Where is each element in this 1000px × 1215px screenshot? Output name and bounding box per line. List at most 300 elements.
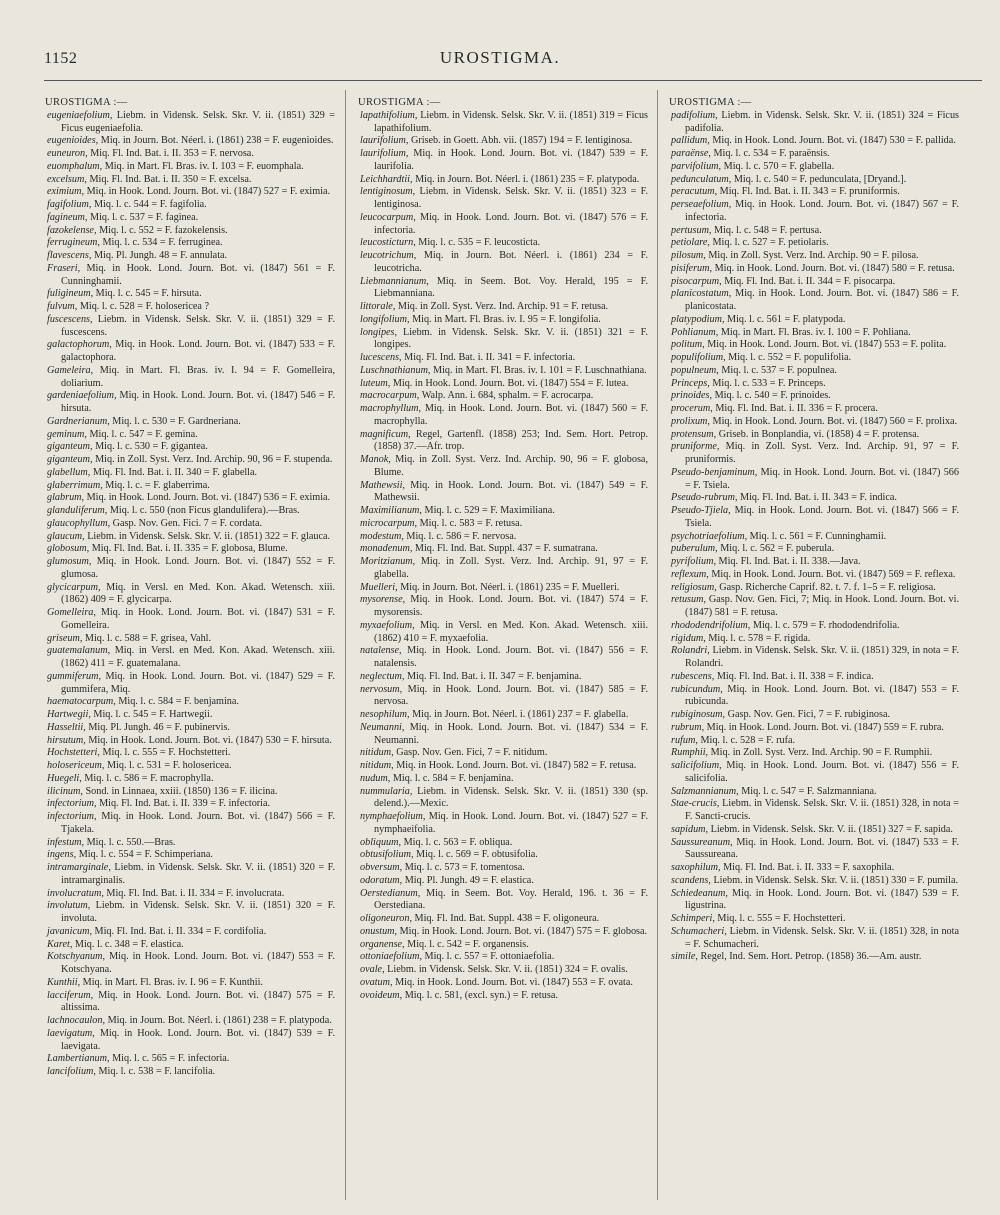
entry-reference: , Miq. Fl. Ind. Bat. i. II. 335 = F. globosa, Blume. [86, 543, 288, 555]
index-entry [669, 148, 959, 161]
entry-reference: , Miq. in Zoll. Syst. Verz. Ind. Archip. 91, 97 = F. glabella. [374, 556, 648, 580]
entry-name: fagifolium [47, 199, 89, 210]
index-entry [358, 531, 648, 544]
index-entry [45, 416, 335, 429]
entry-reference: , Miq. l. c. 527 = F. petiolaris. [707, 237, 829, 249]
entry-reference: , Miq. l. c. 542 = F. organensis. [402, 938, 529, 950]
entry-name: Saussureanum [671, 836, 731, 848]
entry-name: rubicundum [671, 683, 721, 695]
index-entry [45, 849, 335, 862]
index-entry [45, 186, 335, 199]
index-entry [45, 939, 335, 952]
entry-reference: , Miq. l. c. 550.—Bras. [81, 836, 176, 848]
index-entry [45, 480, 335, 493]
index-entry [45, 454, 335, 467]
entry-reference: , Miq. l. c. 534 = F. paraënsis. [708, 148, 830, 159]
entry-name: littorale [360, 301, 393, 312]
entry-reference: , Miq. in Seem. Bot. Voy. Herald, 195 = F. Liebmanniana. [374, 275, 648, 300]
entry-name: natalense [360, 645, 400, 657]
index-entry [358, 951, 648, 964]
index-entry [669, 543, 959, 556]
entry-name: geminum [47, 428, 85, 440]
entry-name: glabrum [47, 492, 82, 504]
index-entry [358, 518, 648, 531]
entry-name: pisocarpum [671, 275, 720, 287]
index-entry [669, 429, 959, 442]
entry-reference: , Miq. in Hook. Lond. Journ. Bot. vi. (1847) 556 = F. natalensis. [374, 645, 648, 669]
entry-reference: , Miq. in Hook. Lond. Journ. Bot. vi. (1847) 566 = F. Tjakela. [61, 811, 335, 835]
entry-reference: , Miq. l. c. 554 = F. Schimperiana. [73, 849, 213, 861]
entry-reference: , Regel, Gartenfl. (1858) 253; Ind. Sem. Hort. Petrop. (1858) 37.—Afr. trop. [374, 428, 648, 453]
index-entry [45, 671, 335, 697]
entry-reference: , Miq. Fl. Ind. Bat. i. II. 343 = F. pruniformis. [714, 186, 900, 198]
entry-reference: , Miq. in Versl. en Med. Kon. Akad. Wetensch. xiii. (1862) 410 = F. myxaefolia. [374, 619, 648, 644]
entry-name: Gardnerianum [47, 415, 108, 427]
entry-reference: , Miq. Fl. Ind. Bat. i. II. 336 = F. procera. [710, 403, 878, 414]
entry-reference: , Liebm. in Vidensk. Selsk. Skr. V. ii. (1851) 328, in nota = F. Schumacheri. [685, 925, 959, 950]
index-entry [45, 225, 335, 238]
entry-name: Hartwegii [47, 709, 89, 720]
entry-reference: , Miq. Fl. Ind. Bat. i. II. 334 = F. cordifolia. [89, 925, 267, 937]
entry-name: simile [671, 951, 696, 963]
entry-name: Pseudo-benjaminum [671, 466, 755, 478]
entry-name: leucosticturn [360, 237, 414, 249]
entry-reference: , Miq. l. c. 555 = F. Hochstetteri. [97, 747, 231, 759]
entry-reference: , Miq. l. c. 573 = F. tomentosa. [399, 862, 525, 873]
entry-name: glumosum [47, 556, 89, 567]
column-heading: UROSTIGMA :— [45, 97, 128, 108]
index-entry [669, 913, 959, 926]
index-entry [45, 429, 335, 442]
index-entry [45, 735, 335, 748]
entry-reference: , Liebm. in Vidensk. Selsk. Skr. V. ii. (1851) 321 = F. longipes. [374, 326, 648, 351]
entry-name: lapathifolium [360, 109, 415, 121]
entry-reference: , Sond. in Linnaea, xxiii. (1850) 136 = F. ilicina. [80, 785, 278, 797]
entry-reference: , Miq. in Hook. Lond. Journ. Bot. vi. (1847) 529 = F. gummifera, Miq. [61, 670, 335, 695]
entry-reference: , Liebm. in Vidensk. Selsk. Skr. V. ii. (1851) 328, in nota = F. Sancti-crucis. [685, 798, 959, 822]
entry-name: prinoides [671, 390, 710, 402]
index-entry [45, 1066, 335, 1079]
entry-list [45, 110, 335, 1079]
entry-reference: , Miq. in Hook. Lond. Journ. Bot. vi. (1847) 539 = F. laevigata. [61, 1027, 335, 1052]
index-entry [45, 161, 335, 174]
entry-name: politum [671, 339, 703, 351]
entry-name: odoratum [360, 874, 400, 886]
entry-reference: , Miq. in Hook. Lond. Journ. Bot. vi. (1847) 533 = F. Saussureana. [685, 836, 959, 861]
entry-reference: , Miq. in Hook. Lond. Journ. Bot. vi. (1847) 582 = F. retusa. [391, 760, 637, 771]
index-entry [669, 926, 959, 952]
entry-reference: , Miq. in Hook. Lond. Journ. Bot. vi. (1847) 580 = F. retusa. [709, 262, 955, 274]
entry-name: globosum [47, 543, 87, 555]
entry-reference: , Liebm. in Vidensk. Selsk. Skr. V. ii. (1851) 330 = F. pumila. [708, 874, 959, 886]
index-entry [358, 926, 648, 939]
entry-name: glanduliferum [47, 505, 105, 516]
entry-reference: , Miq. in Hook. Lond. Journ. Bot. vi. (1847) 553 = F. Kotschyana. [61, 951, 335, 975]
index-entry [669, 531, 959, 544]
entry-name: peracutum [671, 186, 715, 198]
entry-name: organense [360, 938, 403, 950]
entry-reference: , Liebm. in Vidensk. Selsk. Skr. V. ii. (1851) 320 = F. involuta. [61, 900, 335, 924]
index-entry [669, 722, 959, 735]
index-entry [669, 594, 959, 620]
entry-reference: , Liebm. in Vidensk. Selsk. Skr. V. ii. (1851) 322 = F. glauca. [82, 530, 331, 542]
entry-name: hirsutum [47, 734, 84, 746]
index-entry [669, 735, 959, 748]
index-entry [45, 110, 335, 136]
index-entry [45, 174, 335, 187]
index-entry [45, 722, 335, 735]
index-entry [669, 225, 959, 238]
entry-name: leucocarpum [360, 211, 414, 223]
index-entry [45, 607, 335, 633]
index-entry [45, 862, 335, 888]
index-entry [669, 199, 959, 225]
entry-name: retusum [671, 594, 704, 606]
entry-name: Oerstedianum [360, 887, 418, 899]
entry-reference: , Miq. l. c. 584 = F. benjamina. [113, 696, 239, 708]
entry-name: lacciferum [47, 989, 91, 1001]
entry-name: fazokelense [47, 224, 94, 236]
index-entry [45, 837, 335, 850]
entry-reference: , Miq. in Hook. Lond. Journ. Bot. vi. (1847) 553 = F. polita. [702, 339, 947, 351]
entry-name: ovale [360, 964, 383, 975]
index-entry [358, 556, 648, 582]
entry-reference: , Miq. in Hook. Lond. Journ. Bot. vi. (1847) 531 = F. Gomelleira. [61, 607, 335, 631]
entry-reference: , Miq. in Journ. Bot. Néerl. i. (1861) 237 = F. glabella. [406, 709, 629, 720]
entry-reference: , Miq. in Hook. Lond. Journ. Bot. vi. (1847) 539 = F. ligustrina. [685, 887, 959, 912]
entry-reference: , Miq. in Hook. Lond. Journ. Bot. vi. (1847) 556 = F. salicifolia. [685, 760, 959, 784]
entry-name: infectorium [47, 811, 94, 822]
index-entry [669, 276, 959, 289]
index-entry [669, 416, 959, 429]
entry-reference: , Miq. in Mart. Fl. Bras. iv. I. 95 = F. longifolia. [406, 313, 601, 325]
entry-name: Salzmannianum [671, 785, 737, 797]
index-entry [358, 480, 648, 506]
index-entry [669, 467, 959, 493]
entry-reference: , Liebm. in Vidensk. Selsk. Skr. V. ii. (1851) 324 = F. ovalis. [382, 964, 628, 975]
entry-name: Stae-crucis [671, 798, 717, 810]
index-entry [358, 620, 648, 646]
entry-reference: , Liebm. in Vidensk. Selsk. Skr. V. ii. (1851) 329 = Ficus eugeniaefolia. [61, 109, 335, 134]
entry-reference: , Miq. l. c. 550 (non Ficus glandulifera).—Bras. [104, 505, 300, 516]
entry-reference: , Gasp. Richerche Caprif. 82. t. 7. f. 1–5 = F. religiosa. [714, 581, 936, 593]
index-entry [45, 301, 335, 314]
index-entry [358, 582, 648, 595]
entry-name: ilicinum [47, 785, 81, 797]
entry-name: macrophyllum [360, 403, 419, 414]
index-entry [45, 148, 335, 161]
entry-name: populifolium [671, 352, 724, 363]
entry-reference: , Miq. l. c. 569 = F. obtusifolia. [410, 849, 538, 861]
entry-name: laurifolium [360, 135, 406, 147]
entry-name: macrocarpum [360, 390, 417, 402]
entry-reference: , Miq. in Hook. Lond. Journ. Bot. vi. (1847) 575 = F. altissima. [61, 989, 335, 1014]
index-entry [45, 747, 335, 760]
index-entry [45, 786, 335, 799]
entry-name: ferrugineum [47, 237, 98, 249]
index-entry [358, 237, 648, 250]
entry-name: procerum [671, 403, 711, 414]
entry-name: glaucum [47, 530, 83, 542]
entry-reference: , Miq. in Hook. Lond. Journ. Bot. vi. (1847) 566 = F. Tsiela. [685, 466, 959, 491]
entry-reference: , Miq. l. c. 579 = F. rhododendrifolia. [747, 619, 900, 631]
index-entry [669, 110, 959, 136]
index-entry [358, 314, 648, 327]
entry-name: monadenum [360, 543, 410, 555]
index-entry [669, 556, 959, 569]
entry-reference: , Miq. Fl. Ind. Bat. i. II. 343 = F. indica. [734, 492, 897, 504]
entry-reference: , Miq. l. c. 528 = F. rufa. [695, 734, 796, 746]
entry-reference: , Miq. in Zoll. Syst. Verz. Ind. Archip. 90 = F. pilosa. [703, 250, 919, 261]
index-entry [45, 977, 335, 990]
entry-name: modestum [360, 530, 402, 542]
entry-reference: , Miq. l. c. 537 = F. populnea. [716, 364, 837, 376]
entry-name: eugenioides [47, 135, 96, 147]
index-entry [358, 454, 648, 480]
entry-reference: , Miq. in Mart. Fl. Bras. iv. I. 100 = F. Pohliana. [715, 326, 911, 338]
entry-reference: , Miq. l. c. 583 = F. retusa. [414, 517, 523, 529]
index-entry [358, 849, 648, 862]
index-entry [358, 875, 648, 888]
index-entry [669, 378, 959, 391]
entry-reference: , Miq. l. c. 588 = F. grisea, Vahl. [79, 632, 212, 644]
entry-reference: , Miq. in Mart. Fl. Bras. iv. I. 103 = F. euomphala. [99, 160, 304, 172]
entry-name: involucratum [47, 887, 102, 899]
entry-reference: , Miq. Fl. Ind. Bat. i. II. 338.—Java. [713, 556, 861, 567]
index-entry [358, 773, 648, 786]
entry-name: psychotriaefolium [671, 530, 745, 542]
entry-reference: , Miq. l. c. 547 = F. gemina. [84, 428, 198, 440]
index-entry [669, 786, 959, 799]
entry-reference: , Griseb. in Goett. Abh. vii. (1857) 194 = F. lentiginosa. [405, 135, 633, 147]
index-entry [45, 900, 335, 926]
entry-name: Maximilianum [360, 505, 420, 516]
entry-reference: , Walp. Ann. i. 684, sphalm. = F. acrocarpa. [416, 390, 594, 402]
page-number: 1152 [44, 50, 78, 67]
entry-name: protensum [671, 428, 714, 440]
entry-reference: , Miq. l. c. = F. glaberrima. [100, 479, 210, 491]
entry-name: Moritzianum [360, 556, 413, 567]
entry-name: pedunculatum [671, 173, 729, 185]
entry-reference: , Miq. l. c. 540 = F. prinoides. [709, 390, 831, 402]
entry-name: puberulum [671, 543, 716, 555]
entry-name: fagineum [47, 211, 85, 223]
entry-name: excelsum [47, 173, 85, 185]
index-entry [669, 671, 959, 684]
index-entry [45, 1015, 335, 1028]
entry-reference: , Miq. in Hook. Lond. Journ. Bot. vi. (1847) 567 = F. infectoria. [685, 199, 959, 223]
entry-reference: , Miq. in Hook. Lond. Journ. Bot. vi. (1847) 546 = F. hirsuta. [61, 390, 335, 414]
entry-name: saxophilum [671, 862, 718, 873]
index-entry [45, 888, 335, 901]
index-entry [669, 951, 959, 964]
entry-name: nitidum [360, 747, 392, 759]
entry-name: neglectum [360, 670, 402, 682]
index-entry [358, 429, 648, 455]
entry-name: Hochstetteri [47, 747, 98, 759]
entry-reference: , Miq. in Hook. Lond. Journ. Bot. vi. (1847) 530 = F. pallida. [707, 135, 956, 147]
entry-reference: , Miq. l. c. 545 = F. hirsuta. [90, 288, 202, 300]
entry-reference: , Liebm. in Vidensk. Selsk. Skr. V. ii. (1851) 320 = F. intramarginalis. [61, 862, 335, 886]
entry-name: nitidum [360, 760, 392, 771]
index-entry [45, 288, 335, 301]
entry-name: lancifolium [47, 1066, 94, 1077]
entry-reference: , Miq. in Hook. Lond. Journ. Bot. vi. (1847) 530 = F. hirsuta. [83, 734, 332, 746]
index-entry [358, 722, 648, 748]
running-title: UROSTIGMA. [439, 48, 561, 67]
entry-reference: , Miq. in Hook. Lond. Journ. Bot. vi. (1847) 553 = F. rubicunda. [685, 683, 959, 708]
column-divider [657, 90, 658, 1200]
index-entry [669, 620, 959, 633]
entry-reference: , Miq. Fl. Ind. Bat. i. II. 344 = F. pisocarpa. [719, 275, 896, 287]
entry-reference: , Miq. in Hook. Lond. Journ. Bot. vi. (1847) 559 = F. rubra. [701, 721, 944, 733]
index-entry [45, 492, 335, 505]
index-entry [358, 709, 648, 722]
index-entry [358, 403, 648, 429]
index-entry [358, 505, 648, 518]
entry-reference: , Miq. l. c. 348 = F. elastica. [69, 938, 184, 950]
entry-name: pertusum [671, 224, 709, 236]
entry-reference: , Miq. in Journ. Bot. Néerl. i. (1861) 235 = F. Muelleri. [395, 581, 620, 593]
entry-reference: , Miq. Fl. Ind. Bat. i. II. 341 = F. infectoria. [399, 352, 576, 363]
index-entry [358, 186, 648, 212]
entry-reference: , Miq. l. c. 544 = F. fagifolia. [88, 199, 207, 210]
entry-name: sapidum [671, 823, 706, 835]
index-entry [358, 990, 648, 1003]
entry-reference: , Miq. in Hook. Lond. Journ. Bot. vi. (1847) 560 = F. macrophylla. [374, 403, 648, 427]
entry-reference: , Miq. in Hook. Lond. Journ. Bot. vi. (1847) 574 = F. mysorensis. [374, 594, 648, 618]
entry-reference: , Miq. l. c. 561 = F. platypoda. [721, 313, 846, 325]
entry-name: Schiedeanum [671, 887, 726, 899]
entry-name: perseaefolium [671, 199, 729, 210]
index-entry [45, 263, 335, 289]
index-entry [669, 633, 959, 646]
entry-name: involutum [47, 900, 88, 912]
entry-name: obliquum [360, 836, 399, 848]
index-entry [358, 811, 648, 837]
index-entry [669, 161, 959, 174]
entry-name: nymphaefolium [360, 811, 423, 822]
entry-name: religiosum [671, 581, 715, 593]
entry-reference: , Miq. in Hook. Lond. Journ. Bot. vi. (1847) 575 = F. globosa. [394, 925, 648, 937]
index-entry [45, 1028, 335, 1054]
header-rule [44, 80, 982, 81]
entry-reference: , Miq. l. c. 545 = F. Hartwegii. [88, 709, 213, 720]
entry-reference: , Miq. in Hook. Lond. Journ. Bot. vi. (1847) 553 = F. ovata. [390, 976, 633, 988]
entry-reference: , Liebm. in Vidensk. Selsk. Skr. V. ii. (1851) 324 = Ficus padifolia. [685, 109, 959, 134]
entry-reference: , Liebm. in Vidensk. Selsk. Skr. V. ii. (1851) 327 = F. sapida. [705, 823, 953, 835]
entry-reference: , Miq. in Hook. Lond. Journ. Bot. vi. (1847) 539 = F. laurifolia. [374, 148, 648, 172]
entry-reference: , Miq. in Hook. Lond. Journ. Bot. vi. (1847) 527 = F. eximia. [81, 186, 331, 198]
index-entry [358, 212, 648, 238]
entry-reference: , Liebm. in Vidensk. Selsk. Skr. V. ii. (1851) 319 = Ficus lapathifolium. [374, 109, 648, 134]
index-entry [358, 594, 648, 620]
entry-name: microcarpum [360, 517, 415, 529]
entry-reference: , Miq. in Zoll. Syst. Verz. Ind. Archip. 90 = F. Rumphii. [705, 747, 933, 759]
entry-name: Gameleira [47, 364, 91, 376]
entry-name: paraënse [671, 148, 709, 159]
entry-name: Schimperi [671, 913, 713, 924]
entry-reference: , Miq. in Hook. Lond. Journ. Bot. vi. (1847) 554 = F. lutea. [387, 377, 629, 389]
entry-name: javanicum [47, 925, 90, 937]
index-entry [358, 378, 648, 391]
entry-reference: , Miq. l. c. 533 = F. Princeps. [707, 377, 826, 389]
entry-reference: , Miq. l. c. 535 = F. leucosticta. [413, 237, 541, 249]
entry-reference: , Miq. in Seem. Bot. Voy. Herald, 196. t. 36 = F. Oerstediana. [374, 887, 648, 912]
entry-reference: , Miq. Fl. Ind. Bat. i. II. 353 = F. nervosa. [85, 148, 254, 159]
index-entry [45, 811, 335, 837]
entry-name: gummiferum [47, 670, 99, 682]
entry-reference: , Miq. in Zoll. Syst. Verz. Ind. Archip. 91, 97 = F. pruniformis. [685, 441, 959, 465]
index-entry [45, 212, 335, 225]
entry-reference: , Miq. l. c. 557 = F. ottoniaefolia. [419, 951, 555, 963]
index-entry [669, 645, 959, 671]
entry-reference: , Miq. in Mart. Fl. Bras. iv. I. 94 = F. Gomelleira, doliarium. [61, 364, 335, 389]
entry-name: lentiginosum [360, 186, 413, 198]
entry-name: infectorium [47, 798, 94, 810]
entry-reference: , Miq. l. c. 555 = F. Hochstetteri. [712, 913, 846, 924]
entry-name: fulvum [47, 301, 75, 312]
entry-name: nervosum [360, 683, 400, 695]
index-entry [358, 684, 648, 710]
index-entry [45, 926, 335, 939]
index-entry [358, 645, 648, 671]
index-entry [669, 862, 959, 875]
column-2 [358, 97, 648, 1002]
entry-name: magnificum [360, 428, 409, 440]
index-entry [358, 276, 648, 302]
entry-name: onustum [360, 925, 395, 937]
entry-name: Kunthii [47, 976, 78, 988]
entry-reference: , Miq. l. c. 586 = F. nervosa. [401, 530, 517, 542]
entry-reference: , Miq. Pl. Jungh. 48 = F. annulata. [88, 250, 228, 261]
column-3 [669, 97, 959, 964]
index-entry [358, 135, 648, 148]
entry-name: mysorense [360, 594, 403, 606]
entry-name: nesophilum [360, 709, 407, 720]
entry-name: Lambertianum [47, 1053, 107, 1065]
entry-reference: , Miq. l. c. 552 = F. populifolia. [723, 352, 852, 363]
index-entry [358, 671, 648, 684]
entry-name: fuscescens [47, 313, 90, 325]
entry-reference: , Miq. l. c. 581, (excl. syn.) = F. retusa. [399, 989, 558, 1001]
entry-list [669, 110, 959, 964]
index-entry [669, 339, 959, 352]
index-entry [45, 798, 335, 811]
entry-reference: , Miq. l. c. 584 = F. benjamina. [387, 772, 514, 784]
entry-reference: , Miq. l. c. 562 = F. puberula. [715, 543, 835, 555]
entry-reference: , Miq. in Hook. Lond. Journ. Bot. vi. (1847) 561 = F. Cunninghamii. [61, 262, 335, 287]
entry-name: Rumphii [671, 747, 706, 759]
entry-name: ottoniaefolium [360, 951, 420, 963]
entry-reference: , Miq. in Hook. Lond. Journ. Bot. vi. (1847) 527 = F. nymphaeifolia. [374, 811, 648, 835]
index-entry [358, 760, 648, 773]
entry-name: galactophorum [47, 339, 110, 351]
entry-reference: , Regel, Ind. Sem. Hort. Petrop. (1858) 36.—Am. austr. [695, 951, 922, 963]
index-entry [358, 148, 648, 174]
entry-reference: , Miq. in Hook. Lond. Journ. Bot. vi. (1847) 586 = F. planicostata. [685, 288, 959, 312]
entry-name: laurifolium [360, 148, 406, 159]
index-entry [45, 990, 335, 1016]
column-1 [45, 97, 335, 1079]
entry-name: luteum [360, 377, 388, 389]
entry-name: oligoneuron [360, 913, 410, 924]
index-entry [669, 314, 959, 327]
index-entry [45, 237, 335, 250]
entry-reference: , Miq. l. c. 531 = F. holosericea. [101, 760, 232, 771]
index-entry [669, 709, 959, 722]
entry-name: Neumanni [360, 721, 402, 733]
